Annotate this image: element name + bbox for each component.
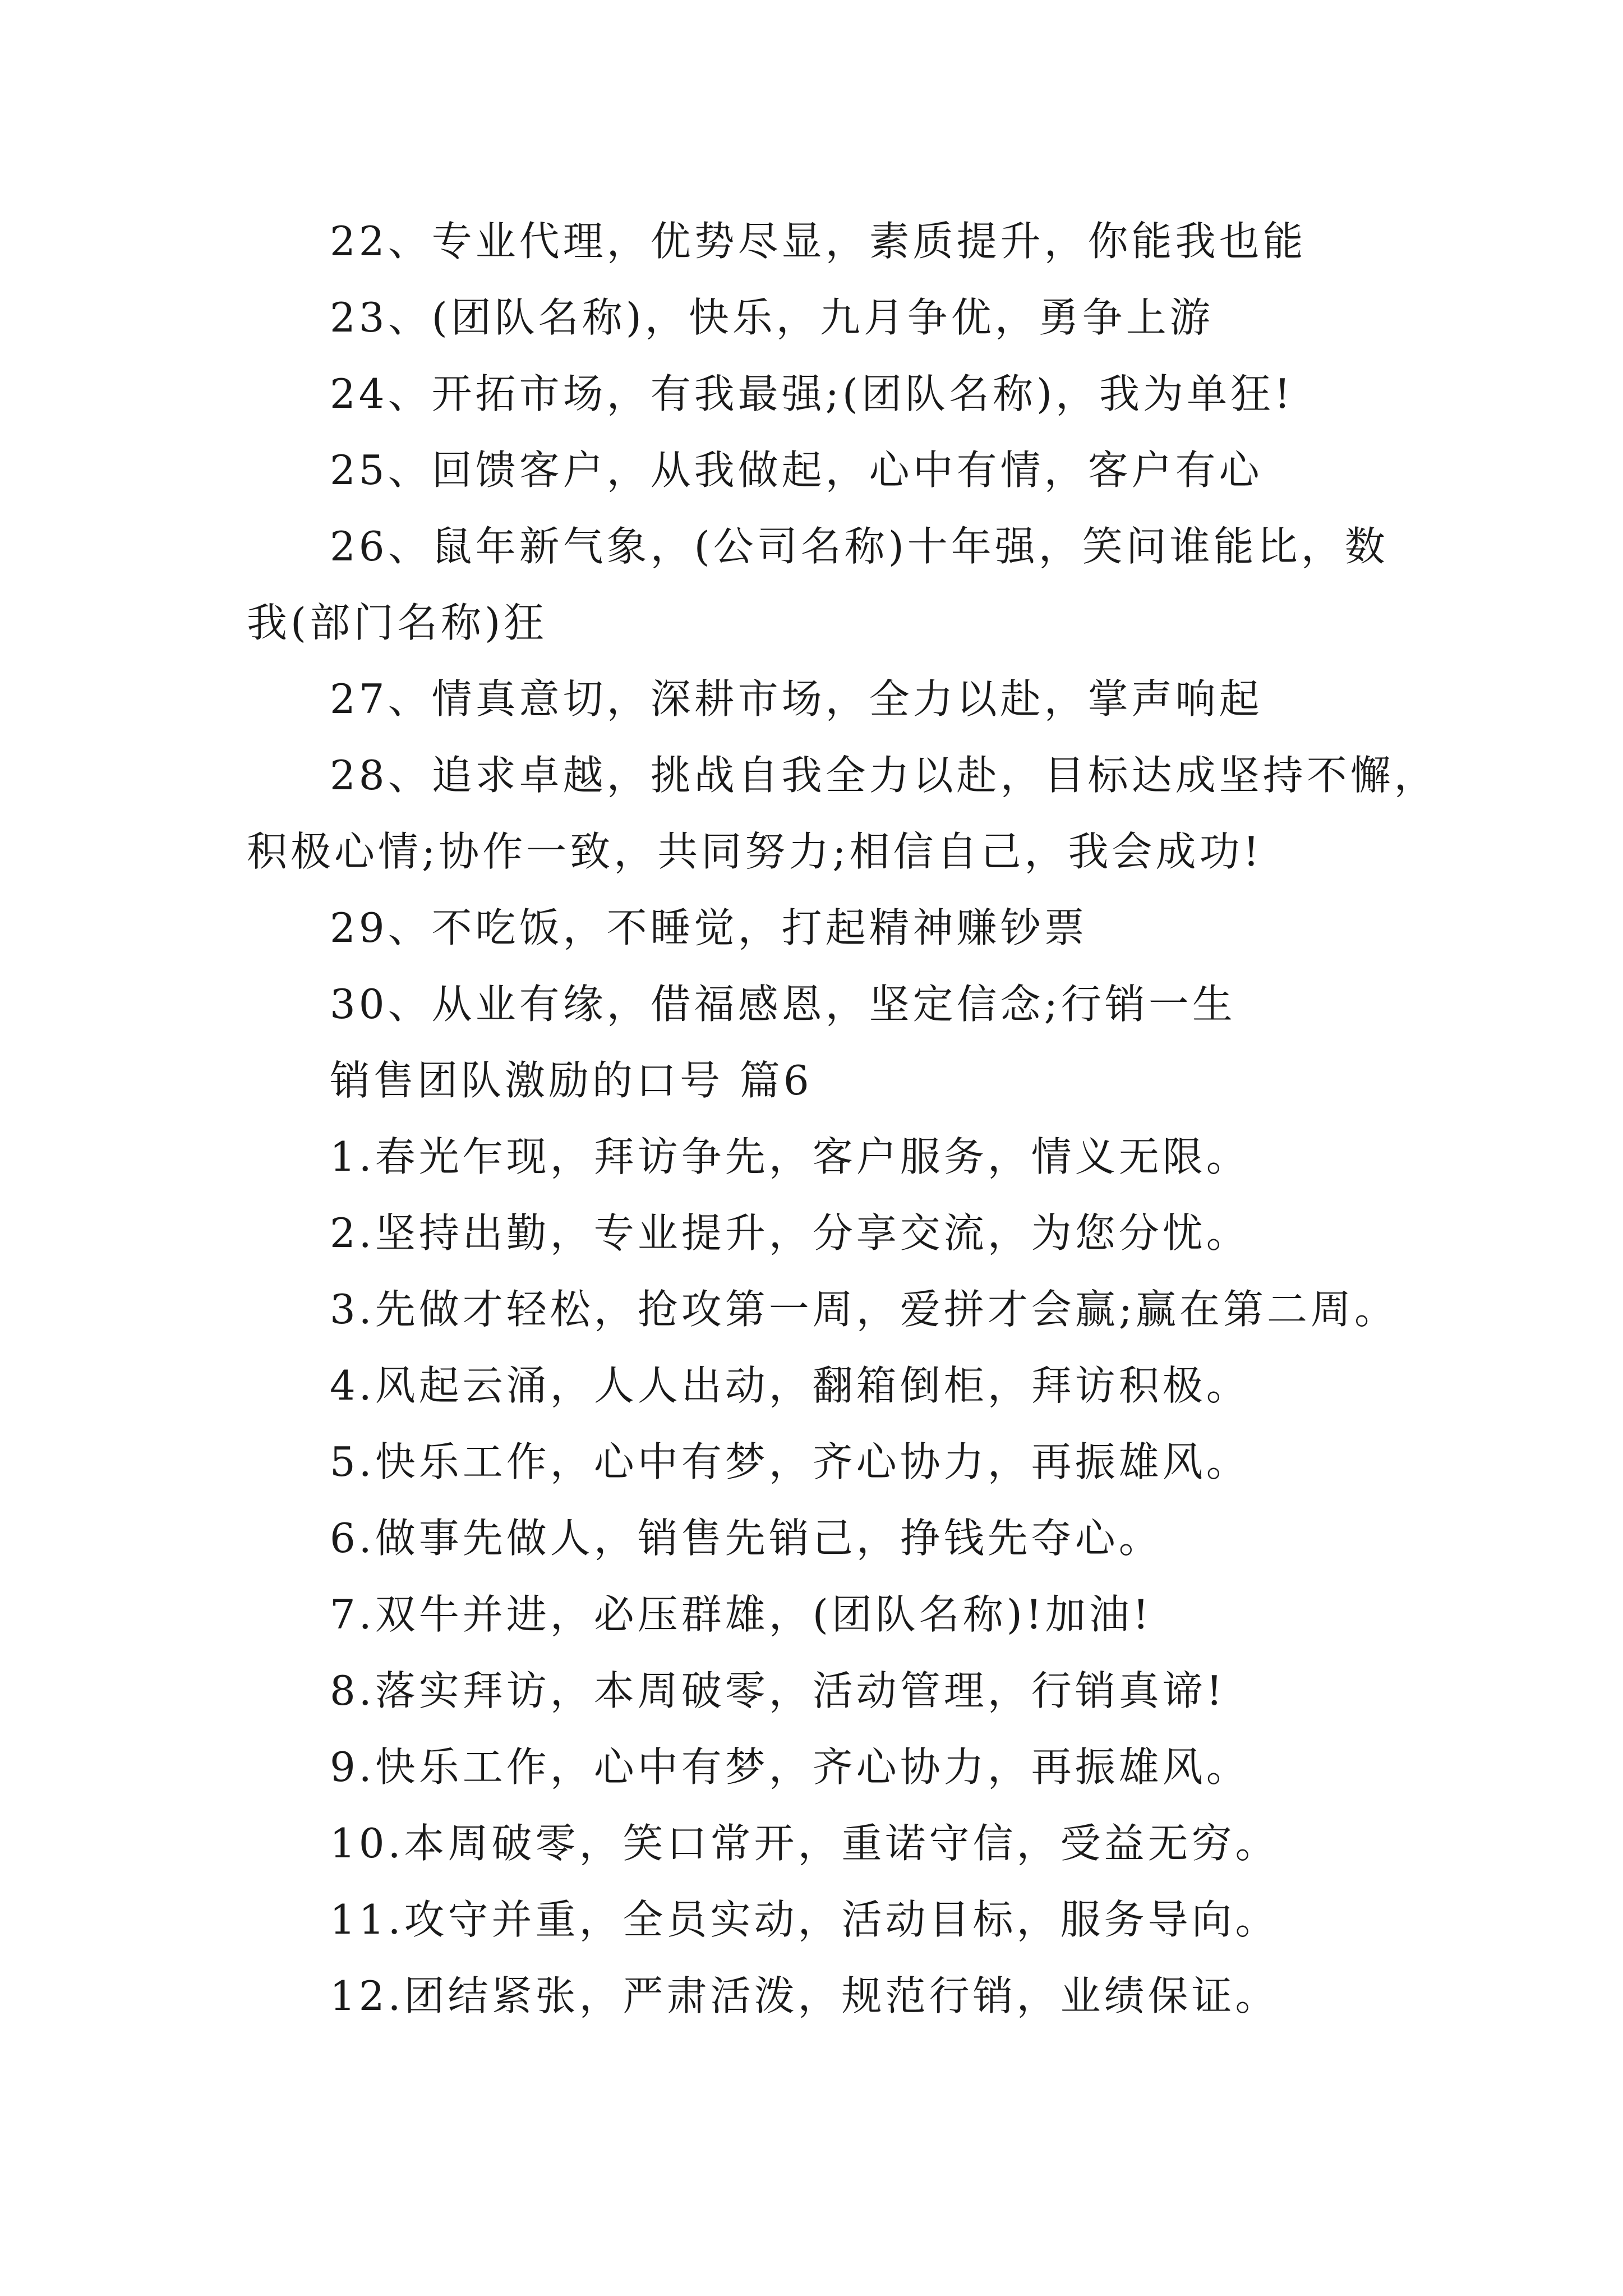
list-item-2: 2.坚持出勤，专业提升，分享交流，为您分忧。	[330, 1209, 1250, 1257]
slogan-line-29: 29、不吃饭，不睡觉，打起精神赚钞票	[330, 904, 1088, 951]
slogan-line-25: 25、回馈客户，从我做起，心中有情，客户有心	[330, 447, 1263, 494]
slogan-line-26: 26、鼠年新气象，(公司名称)十年强，笑问谁能比，数	[330, 523, 1389, 570]
section-heading: 销售团队激励的口号 篇6	[330, 1057, 813, 1104]
slogan-line-27: 27、情真意切，深耕市场，全力以赴，掌声响起	[330, 675, 1263, 723]
list-item-5: 5.快乐工作，心中有梦，齐心协力，再振雄风。	[330, 1438, 1250, 1485]
slogan-line-23: 23、(团队名称)，快乐，九月争优，勇争上游	[330, 294, 1214, 341]
slogan-line-22: 22、专业代理，优势尽显，素质提升，你能我也能	[330, 218, 1307, 265]
slogan-line-28-cont: 积极心情;协作一致，共同努力;相信自己，我会成功!	[247, 828, 1263, 875]
list-item-4: 4.风起云涌，人人出动，翻箱倒柜，拜访积极。	[330, 1362, 1250, 1409]
list-item-8: 8.落实拜访，本周破零，活动管理，行销真谛!	[330, 1667, 1226, 1714]
list-item-10: 10.本周破零，笑口常开，重诺守信，受益无穷。	[330, 1820, 1279, 1867]
list-item-7: 7.双牛并进，必压群雄，(团队名称)!加油!	[330, 1591, 1152, 1638]
list-item-12: 12.团结紧张，严肃活泼，规范行销，业绩保证。	[330, 1972, 1279, 2019]
slogan-line-26-cont: 我(部门名称)狂	[247, 599, 548, 646]
list-item-11: 11.攻守并重，全员实动，活动目标，服务导向。	[330, 1896, 1279, 1943]
slogan-line-24: 24、开拓市场，有我最强;(团队名称)，我为单狂!	[330, 370, 1294, 417]
list-item-6: 6.做事先做人，销售先销己，挣钱先夺心。	[330, 1515, 1163, 1562]
slogan-line-28: 28、追求卓越，挑战自我全力以赴，目标达成坚持不懈，	[330, 752, 1438, 799]
list-item-1: 1.春光乍现，拜访争先，客户服务，情义无限。	[330, 1133, 1250, 1180]
list-item-9: 9.快乐工作，心中有梦，齐心协力，再振雄风。	[330, 1743, 1250, 1791]
list-item-3: 3.先做才轻松，抢攻第一周，爱拼才会赢;赢在第二周。	[330, 1286, 1398, 1333]
slogan-line-30: 30、从业有缘，借福感恩，坚定信念;行销一生	[330, 981, 1236, 1028]
